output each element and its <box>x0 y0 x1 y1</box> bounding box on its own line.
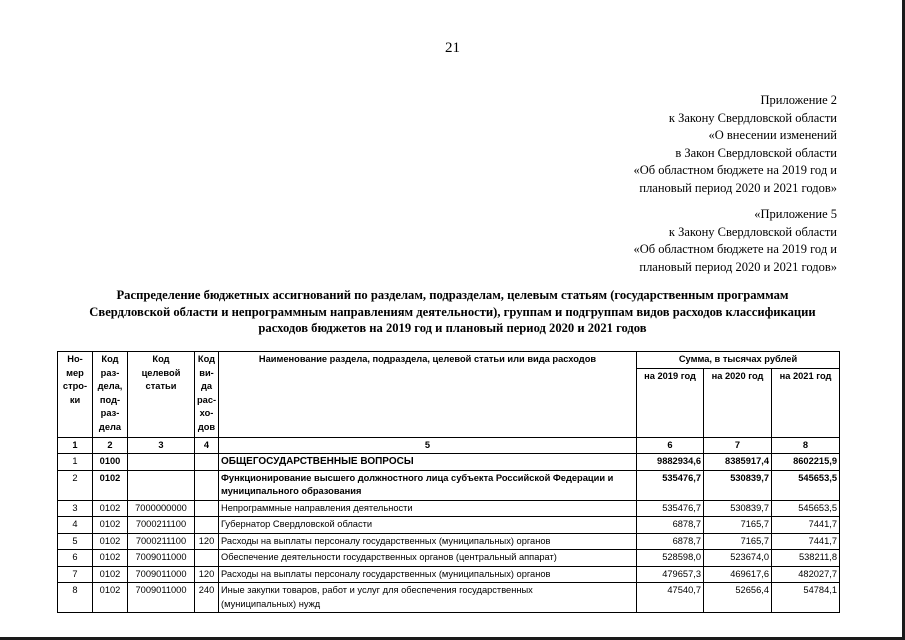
appendix-line: плановый период 2020 и 2021 годов» <box>639 259 837 274</box>
table-row <box>58 500 840 517</box>
table-row <box>58 517 840 534</box>
table-row <box>58 533 840 550</box>
appendix-5-header <box>633 206 837 276</box>
amount-2020: 7165,7 <box>704 533 772 550</box>
amount-2021: 54784,1 <box>772 583 840 613</box>
amount-2021: 538211,8 <box>772 550 840 567</box>
row-number: 5 <box>58 533 93 550</box>
column-number-row <box>58 437 840 454</box>
appendix-line: в Закон Свердловской области <box>675 145 837 160</box>
appendix-line: «О внесении изменений <box>708 128 837 143</box>
row-number: 1 <box>58 454 93 471</box>
column-number: 4 <box>195 437 219 454</box>
row-number: 3 <box>58 500 93 517</box>
expense-type-code: 240 <box>195 583 219 613</box>
expense-name: Обеспечение деятельности государственных органов (центральный аппарат) <box>219 550 637 567</box>
target-code: 7000000000 <box>128 500 195 517</box>
target-code: 7009011000 <box>128 550 195 567</box>
section-code: 0102 <box>93 550 128 567</box>
header-row-number: Но- мер стро- ки <box>58 352 93 438</box>
column-number: 7 <box>704 437 772 454</box>
expense-name: Расходы на выплаты персоналу государственных (муниципальных) органов <box>219 566 637 583</box>
table-row <box>58 566 840 583</box>
amount-2020: 523674,0 <box>704 550 772 567</box>
amount-2021: 8602215,9 <box>772 454 840 471</box>
target-code: 7009011000 <box>128 583 195 613</box>
expense-type-code <box>195 517 219 534</box>
amount-2019: 479657,3 <box>637 566 704 583</box>
amount-2019: 47540,7 <box>637 583 704 613</box>
page-number: 21 <box>445 40 460 56</box>
column-number: 3 <box>128 437 195 454</box>
expense-type-code <box>195 550 219 567</box>
amount-2019: 535476,7 <box>637 470 704 500</box>
amount-2020: 469617,6 <box>704 566 772 583</box>
amount-2021: 482027,7 <box>772 566 840 583</box>
expense-type-code <box>195 470 219 500</box>
table-row <box>58 583 840 613</box>
row-number: 6 <box>58 550 93 567</box>
amount-2021: 545653,5 <box>772 470 840 500</box>
expense-name: Иные закупки товаров, работ и услуг для обеспечения государственных (муниципальных) нужд <box>219 583 637 613</box>
expense-type-code: 120 <box>195 533 219 550</box>
appendix-line: Приложение 2 <box>760 93 837 107</box>
header-sum: Сумма, в тысячах рублей <box>637 352 840 369</box>
header-2020: на 2020 год <box>704 368 772 437</box>
header-2021: на 2021 год <box>772 368 840 437</box>
section-code: 0102 <box>93 500 128 517</box>
header-name: Наименование раздела, подраздела, целевой статьи или вида расходов <box>219 352 637 438</box>
appendix-2-header <box>633 92 837 198</box>
expense-name: ОБЩЕГОСУДАРСТВЕННЫЕ ВОПРОСЫ <box>219 454 637 471</box>
amount-2019: 535476,7 <box>637 500 704 517</box>
table-row <box>58 470 840 500</box>
row-number: 2 <box>58 470 93 500</box>
amount-2021: 545653,5 <box>772 500 840 517</box>
amount-2019: 6878,7 <box>637 533 704 550</box>
column-number: 8 <box>772 437 840 454</box>
section-code: 0102 <box>93 470 128 500</box>
section-code: 0100 <box>93 454 128 471</box>
column-number: 6 <box>637 437 704 454</box>
row-number: 8 <box>58 583 93 613</box>
expense-type-code <box>195 454 219 471</box>
appendix-line: плановый период 2020 и 2021 годов» <box>639 180 837 195</box>
amount-2019: 6878,7 <box>637 517 704 534</box>
title-line: расходов бюджетов на 2019 год и плановый период 2020 и 2021 годов <box>258 321 647 335</box>
table-header-row <box>58 352 840 369</box>
header-expense-type-code: Код ви- да рас- хо- дов <box>195 352 219 438</box>
expense-name: Непрограммные направления деятельности <box>219 500 637 517</box>
section-code: 0102 <box>93 533 128 550</box>
expense-type-code <box>195 500 219 517</box>
target-code <box>128 470 195 500</box>
target-code: 7000211100 <box>128 517 195 534</box>
amount-2021: 7441,7 <box>772 533 840 550</box>
amount-2019: 528598,0 <box>637 550 704 567</box>
row-number: 4 <box>58 517 93 534</box>
amount-2020: 8385917,4 <box>704 454 772 471</box>
appendix-line: к Закону Свердловской области <box>668 110 837 125</box>
amount-2020: 530839,7 <box>704 500 772 517</box>
expense-name: Расходы на выплаты персоналу государственных (муниципальных) органов <box>219 533 637 550</box>
target-code <box>128 454 195 471</box>
target-code: 7000211100 <box>128 533 195 550</box>
document-title <box>40 287 865 337</box>
table-row <box>58 454 840 471</box>
appendix-line: «Об областном бюджете на 2019 год и <box>633 242 837 257</box>
amount-2019: 9882934,6 <box>637 454 704 471</box>
budget-table <box>57 351 840 613</box>
column-number: 2 <box>93 437 128 454</box>
title-line: Свердловской области и непрограммным направлениям деятельности), группам и подгруппам видов расходов классификации <box>89 304 816 319</box>
amount-2021: 7441,7 <box>772 517 840 534</box>
amount-2020: 7165,7 <box>704 517 772 534</box>
row-number: 7 <box>58 566 93 583</box>
amount-2020: 52656,4 <box>704 583 772 613</box>
table-row <box>58 550 840 567</box>
title-line: Распределение бюджетных ассигнований по разделам, подразделам, целевым статьям (государственным программам <box>116 288 789 302</box>
amount-2020: 530839,7 <box>704 470 772 500</box>
header-section-code: Код раз- дела, под- раз- дела <box>93 352 128 438</box>
expense-name: Губернатор Свердловской области <box>219 517 637 534</box>
expense-name: Функционирование высшего должностного лица субъекта Российской Федерации и муниципального образования <box>219 470 637 500</box>
appendix-line: «Об областном бюджете на 2019 год и <box>633 163 837 178</box>
expense-type-code: 120 <box>195 566 219 583</box>
appendix-line: «Приложение 5 <box>754 207 837 221</box>
section-code: 0102 <box>93 517 128 534</box>
column-number: 5 <box>219 437 637 454</box>
header-2019: на 2019 год <box>637 368 704 437</box>
section-code: 0102 <box>93 566 128 583</box>
appendix-line: к Закону Свердловской области <box>668 224 837 239</box>
section-code: 0102 <box>93 583 128 613</box>
header-target-code: Код целевой статьи <box>128 352 195 438</box>
column-number: 1 <box>58 437 93 454</box>
target-code: 7009011000 <box>128 566 195 583</box>
